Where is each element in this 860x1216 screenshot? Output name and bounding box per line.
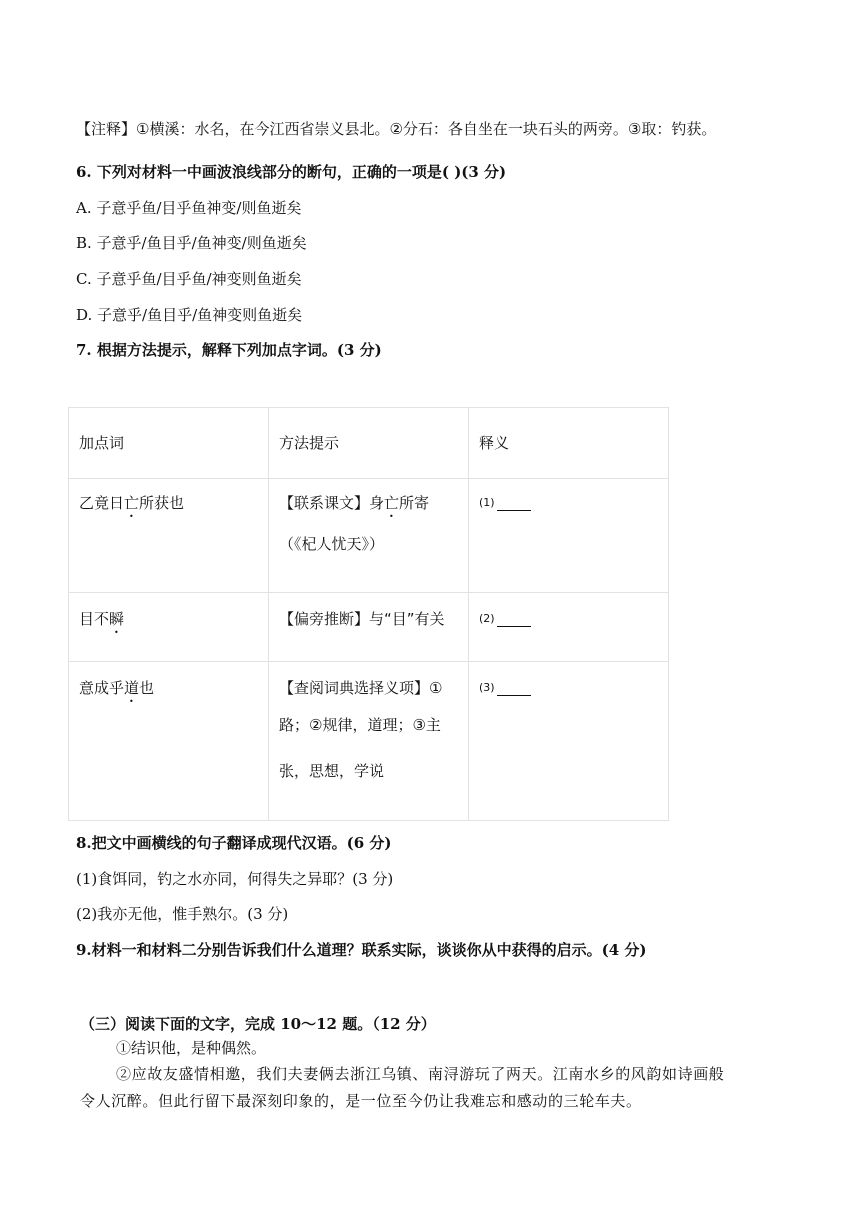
dotted-char: 亡 <box>384 494 400 512</box>
answer-cell <box>469 479 669 593</box>
word-cell: 目不瞬 <box>69 593 269 662</box>
header-word: 加点词 <box>69 408 269 479</box>
paragraph-2-continued: 令人沉醉。但此行留下最深刻印象的，是一位至今仍让我难忘和感动的三轮车夫。 <box>80 1092 642 1110</box>
section-3-heading: （三）阅读下面的文字，完成 10～12 题。（12 分） <box>80 1015 436 1033</box>
answer-number: (1) <box>479 496 495 509</box>
table-header-row <box>69 408 669 479</box>
answer-cell <box>469 662 669 821</box>
annotation-note: 【注释】①横溪：水名，在今江西省崇义县北。②分石：各自坐在一块石头的两旁。③取：钓获。 <box>76 120 717 138</box>
hint-cell: 【查阅词典选择义项】① 路；②规律，道理；③主 张，思想，学说 <box>269 662 469 821</box>
question-9-stem: 9.材料一和材料二分别告诉我们什么道理？联系实际，谈谈你从中获得的启示。(4 分) <box>76 941 647 959</box>
word-cell: 意成乎道也 <box>69 662 269 821</box>
method-table <box>68 407 669 821</box>
dotted-char: 道 <box>124 679 140 697</box>
answer-blank[interactable] <box>497 612 531 627</box>
answer-cell <box>469 593 669 662</box>
header-hint: 方法提示 <box>269 408 469 479</box>
q6-option-c: C. 子意乎鱼/目乎鱼/神变则鱼逝矣 <box>76 270 302 288</box>
answer-number: (2) <box>479 612 495 625</box>
question-7-stem: 7. 根据方法提示，解释下列加点字词。(3 分) <box>76 341 382 359</box>
q8-item-2: (2)我亦无他，惟手熟尔。(3 分) <box>76 905 289 923</box>
paragraph-2: ②应故友盛情相邀，我们夫妻俩去浙江乌镇、南浔游玩了两天。江南水乡的风韵如诗画般 <box>116 1065 725 1083</box>
table-row <box>69 662 669 821</box>
table-row <box>69 479 669 593</box>
q6-option-a: A. 子意乎鱼/目乎鱼神变/则鱼逝矣 <box>76 199 302 217</box>
q6-option-d: D. 子意乎/鱼目乎/鱼神变则鱼逝矣 <box>76 306 303 324</box>
dotted-char: 亡 <box>124 494 140 512</box>
answer-blank[interactable] <box>497 681 531 696</box>
answer-number: (3) <box>479 681 495 694</box>
word-cell: 乙竟日亡所获也 <box>69 479 269 593</box>
paragraph-1: ①结识他，是种偶然。 <box>116 1039 267 1057</box>
hint-cell: 【偏旁推断】与“目”有关 <box>269 593 469 662</box>
q6-option-b: B. 子意乎/鱼目乎/鱼神变/则鱼逝矣 <box>76 234 307 252</box>
hint-cell: 【联系课文】身亡所寄 （《杞人忧天》） <box>269 479 469 593</box>
question-8-stem: 8.把文中画横线的句子翻译成现代汉语。(6 分) <box>76 834 392 852</box>
answer-blank[interactable] <box>497 496 531 511</box>
q8-item-1: (1)食饵同，钓之水亦同，何得失之异耶？(3 分) <box>76 870 394 888</box>
header-meaning: 释义 <box>469 408 669 479</box>
dotted-char: 瞬 <box>109 610 125 628</box>
table-row <box>69 593 669 662</box>
question-6-stem: 6. 下列对材料一中画波浪线部分的断句，正确的一项是( )(3 分) <box>76 163 507 181</box>
